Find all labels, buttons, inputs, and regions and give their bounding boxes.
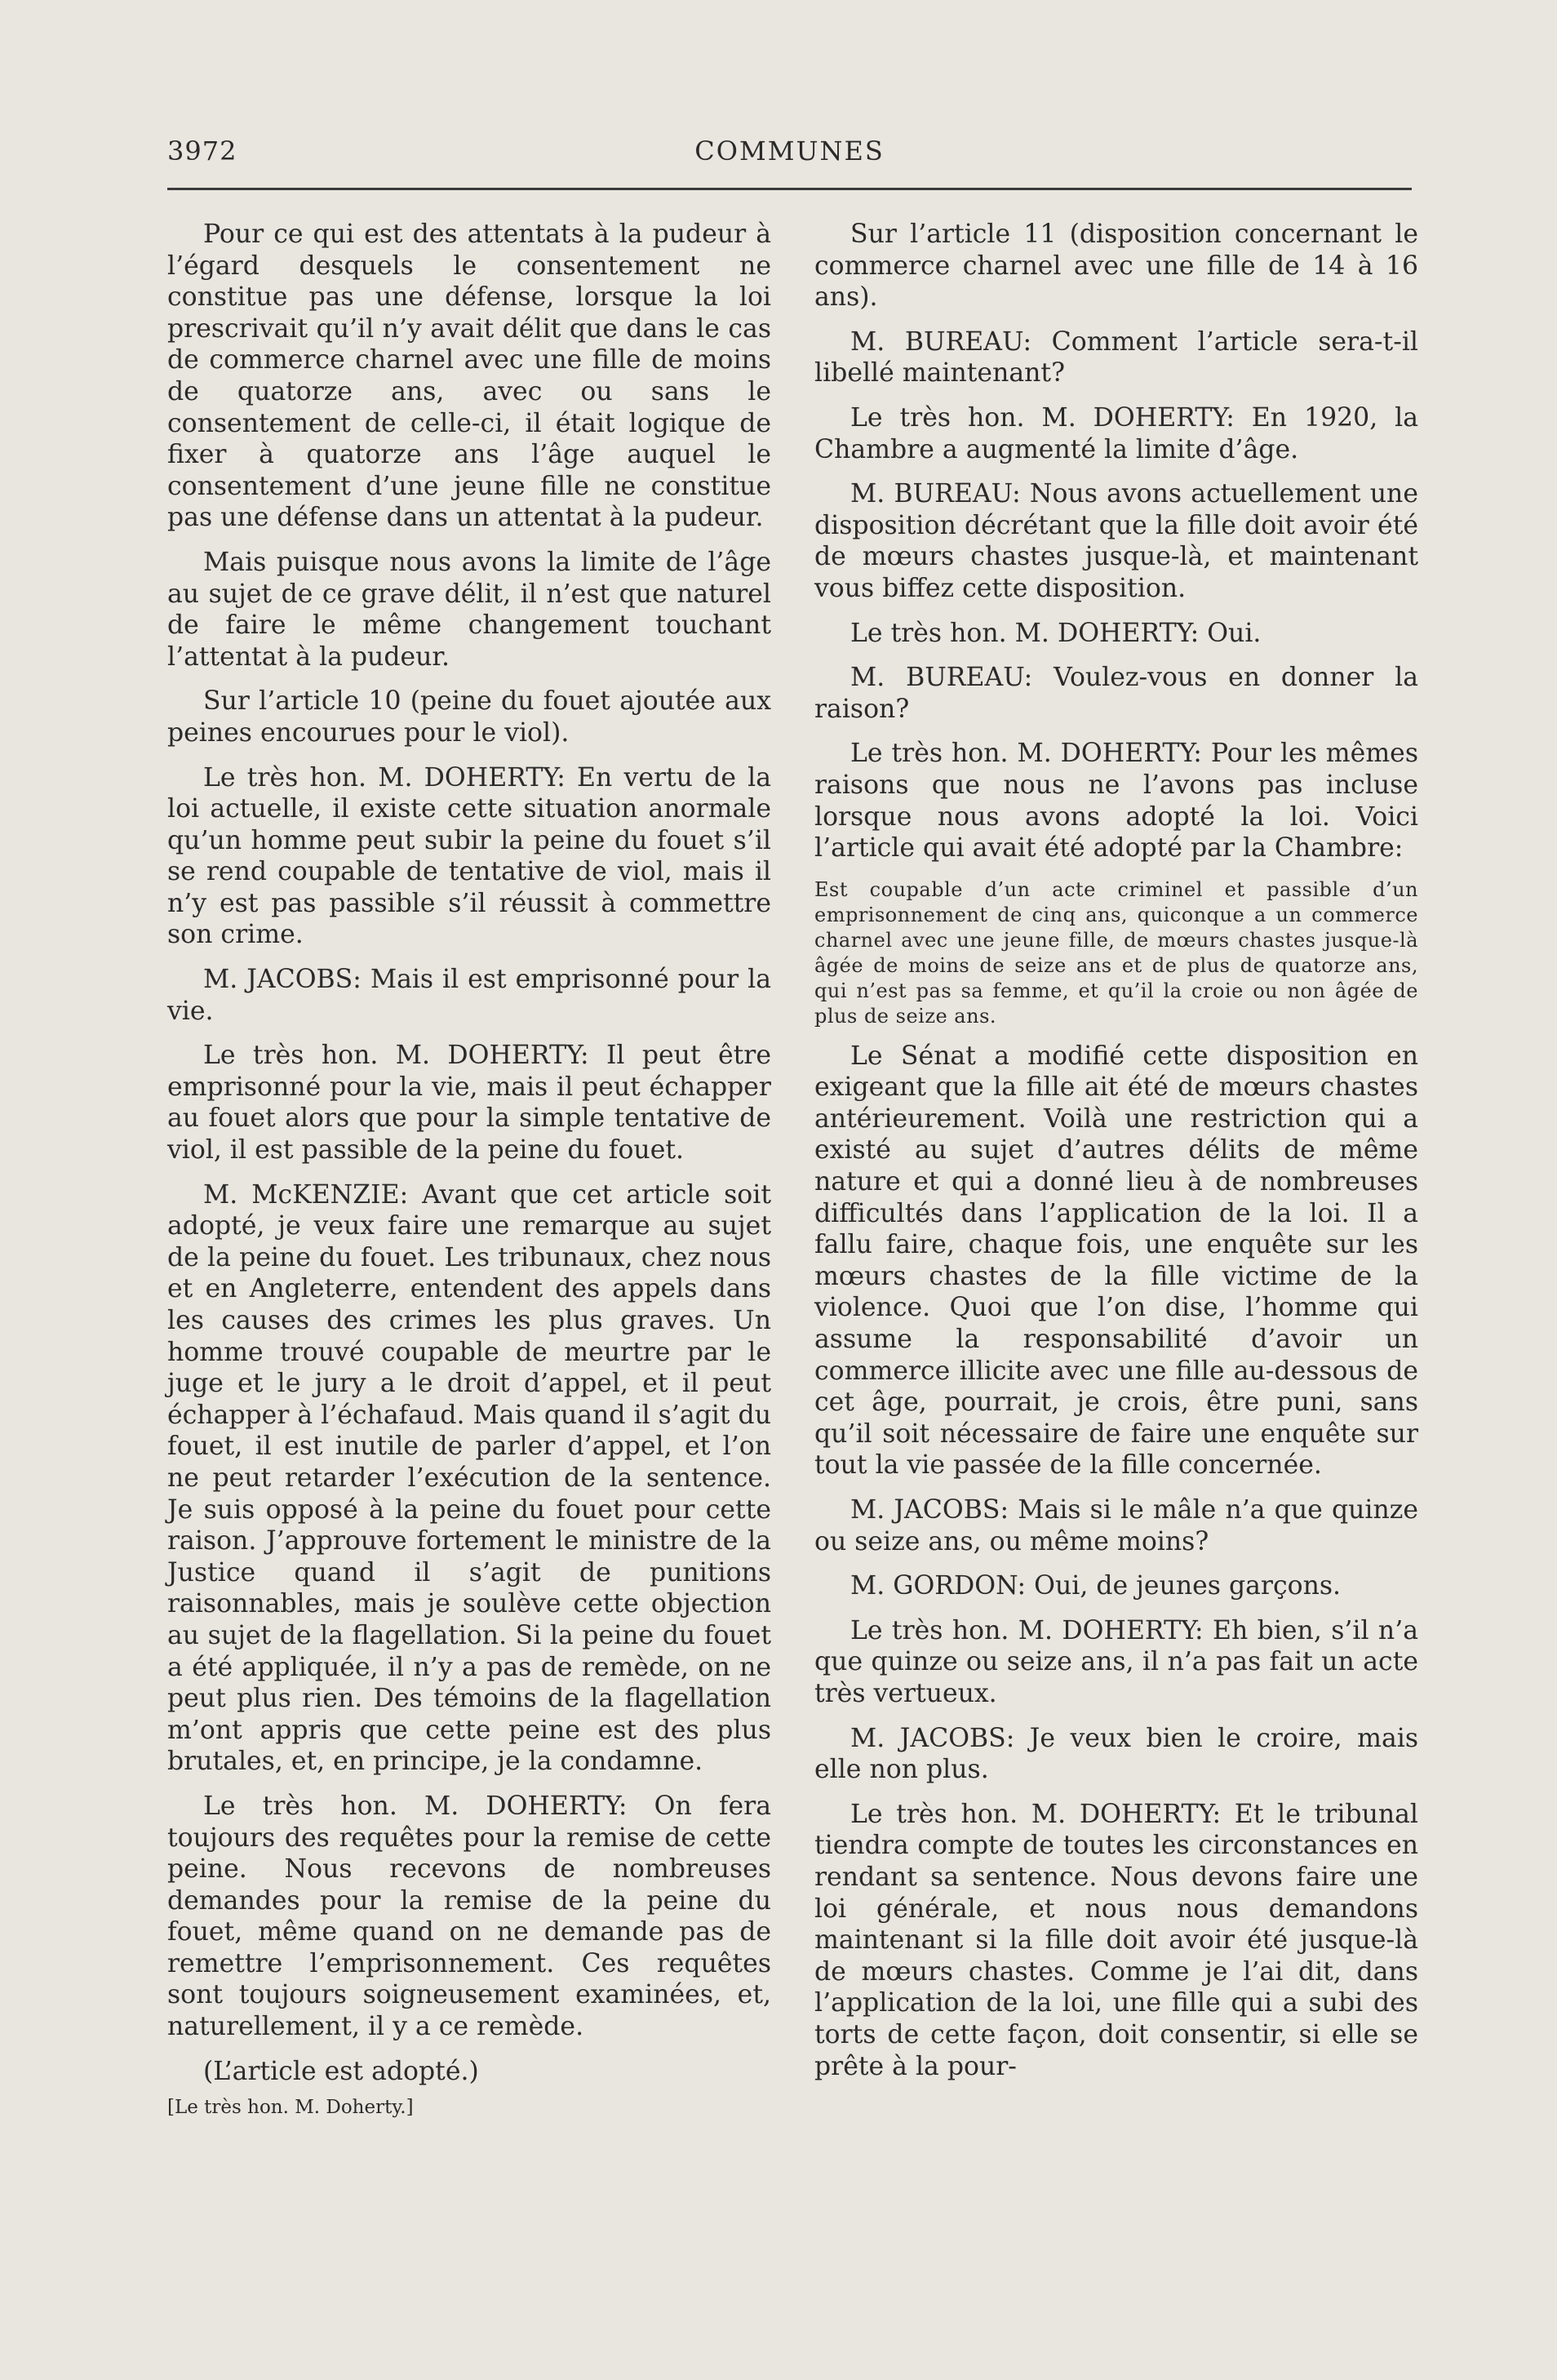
paragraph: Le très hon. M. DOHERTY: En 1920, la Chambre a augmenté la limite d’âge. (814, 402, 1418, 464)
paragraph: M. GORDON: Oui, de jeunes garçons. (850, 1571, 1342, 1601)
paragraph: M. JACOBS: Mais il est emprisonné pour la vie. (167, 965, 771, 1026)
paragraph: M. JACOBS: Mais si le mâle n’a que quinze ou seize ans, ou même moins? (814, 1495, 1418, 1556)
page-header (167, 135, 1412, 176)
running-title: COMMUNES (694, 135, 885, 167)
paragraph: Le Sénat a modifié cette disposition en exigeant que la fille ait été de mœurs chastes antérieurement. Voilà une restriction qui a existé au sujet d’autres délits de même nature et qui a donné lieu à de nombreuses difficultés dans l’application de la loi. Il a fallu faire, chaque fois, une enquête sur les mœurs chastes de la fille victime de la violence. Quoi que l’on dise, l’homme qui assume la responsabilité d’avoir un commerce illicite avec une fille au-dessous de cet âge, pourrait, je crois, être puni, sans qu’il soit nécessaire de faire une enquête sur tout la vie passée de la fille concernée. (814, 1041, 1418, 1481)
paragraph: Le très hon. M. DOHERTY: Oui. (850, 618, 1262, 648)
paragraph: M. BUREAU: Comment l’article sera-t-il libellé maintenant? (814, 326, 1418, 389)
paragraph: Le très hon. M. DOHERTY: Eh bien, s’il n’a que quinze ou seize ans, il n’a pas fait un acte très vertueux. (814, 1615, 1418, 1708)
paragraph: Le très hon. M. DOHERTY: Et le tribunal tiendra compte de toutes les circonstances en rendant sa sentence. Nous devons faire une loi générale, et nous nous demandons maintenant si la fille doit avoir été jusque-là de mœurs chastes. Comme je l’ai dit, dans l’application de la loi, une fille qui a subi des torts de cette façon, doit consentir, si elle se prête à la pour- (814, 1799, 1418, 2081)
paragraph: M. JACOBS: Je veux bien le croire, mais elle non plus. (814, 1723, 1418, 1785)
paragraph: Le très hon. M. DOHERTY: En vertu de la loi actuelle, il existe cette situation anormale qu’un homme peut subir la peine du fouet s’il se rend coupable de tentative de viol, mais il n’y est pas passible s’il réussit à commettre son crime. (167, 762, 771, 950)
quoted-article: Est coupable d’un acte criminel et passible d’un emprisonnement de cinq ans, quiconque a un commerce charnel avec une jeune fille, de mœurs chastes jusque-là âgée de moins de seize ans et de plus de quatorze ans, qui n’est pas sa femme, et qu’il la croie ou non âgée de plus de seize ans. (814, 877, 1418, 1028)
paragraph: Sur l’article 10 (peine du fouet ajoutée aux peines encourues pour le viol). (167, 686, 771, 748)
paragraph: Pour ce qui est des attentats à la pudeur à l’égard desquels le consentement ne constitue pas une défense, lorsque la loi prescrivait qu’il n’y avait délit que dans le cas de commerce charnel avec une fille de moins de quatorze ans, avec ou sans le consentement de celle-ci, il était logique de fixer à quatorze ans l’âge auquel le consentement d’une jeune fille ne constitue pas une défense dans un attentat à la pudeur. (167, 220, 771, 533)
paragraph: Le très hon. M. DOHERTY: Il peut être emprisonné pour la vie, mais il peut échapper au fouet alors que pour la simple tentative de viol, il est passible de la peine du fouet. (167, 1041, 771, 1166)
header-rule (167, 188, 1412, 190)
paragraph: Le très hon. M. DOHERTY: On fera toujours des requêtes pour la remise de cette peine. Nous recevons de nombreuses demandes pour la remise de la peine du fouet, même quand on ne demande pas de remettre l’emprisonnement. Ces requêtes sont toujours soigneusement examinées, et, naturellement, il y a ce remède. (167, 1791, 771, 2042)
paragraph: M. McKENZIE: Avant que cet article soit adopté, je veux faire une remarque au sujet de la peine du fouet. Les tribunaux, chez nous et en Angleterre, entendent des appels dans les causes des crimes les plus graves. Un homme trouvé coupable de meurtre par le juge et le jury a le droit d’appel, et il peut échapper à l’échafaud. Mais quand il s’agit du fouet, il est inutile de parler d’appel, et l’on ne peut retarder l’exécution de la sentence. Je suis opposé à la peine du fouet pour cette raison. J’approuve fortement le ministre de la Justice quand il s’agit de punitions raisonnables, mais je soulève cette objection au sujet de la flagellation. Si la peine du fouet a été appliquée, il n’y a pas de remède, on ne peut plus rien. Des témoins de la flagellation m’ont appris que cette peine est des plus brutales, et, en principe, je la condamne. (167, 1179, 772, 1777)
page-number: 3972 (167, 135, 237, 167)
paragraph: M. BUREAU: Nous avons actuellement une disposition décrétant que la fille doit avoir été de mœurs chastes jusque-là, et maintenant vous biffez cette disposition. (814, 479, 1418, 603)
paragraph: Sur l’article 11 (disposition concernant le commerce charnel avec une fille de 14 à 16 ans). (814, 220, 1418, 313)
paragraph: Mais puisque nous avons la limite de l’âge au sujet de ce grave délit, il n’est que naturel de faire le même changement touchant l’attentat à la pudeur. (167, 547, 771, 672)
paragraph: M. BUREAU: Voulez-vous en donner la raison? (814, 663, 1418, 724)
paragraph: Le très hon. M. DOHERTY: Pour les mêmes raisons que nous ne l’avons pas incluse lorsque nous avons adopté la loi. Voici l’article qui avait été adopté par la Chambre: (814, 739, 1418, 864)
left-column (167, 219, 771, 2133)
right-column (814, 219, 1418, 2095)
speaker-footnote: [Le très hon. M. Doherty.] (167, 2097, 414, 2119)
adoption-note: (L’article est adopté.) (203, 2056, 479, 2086)
